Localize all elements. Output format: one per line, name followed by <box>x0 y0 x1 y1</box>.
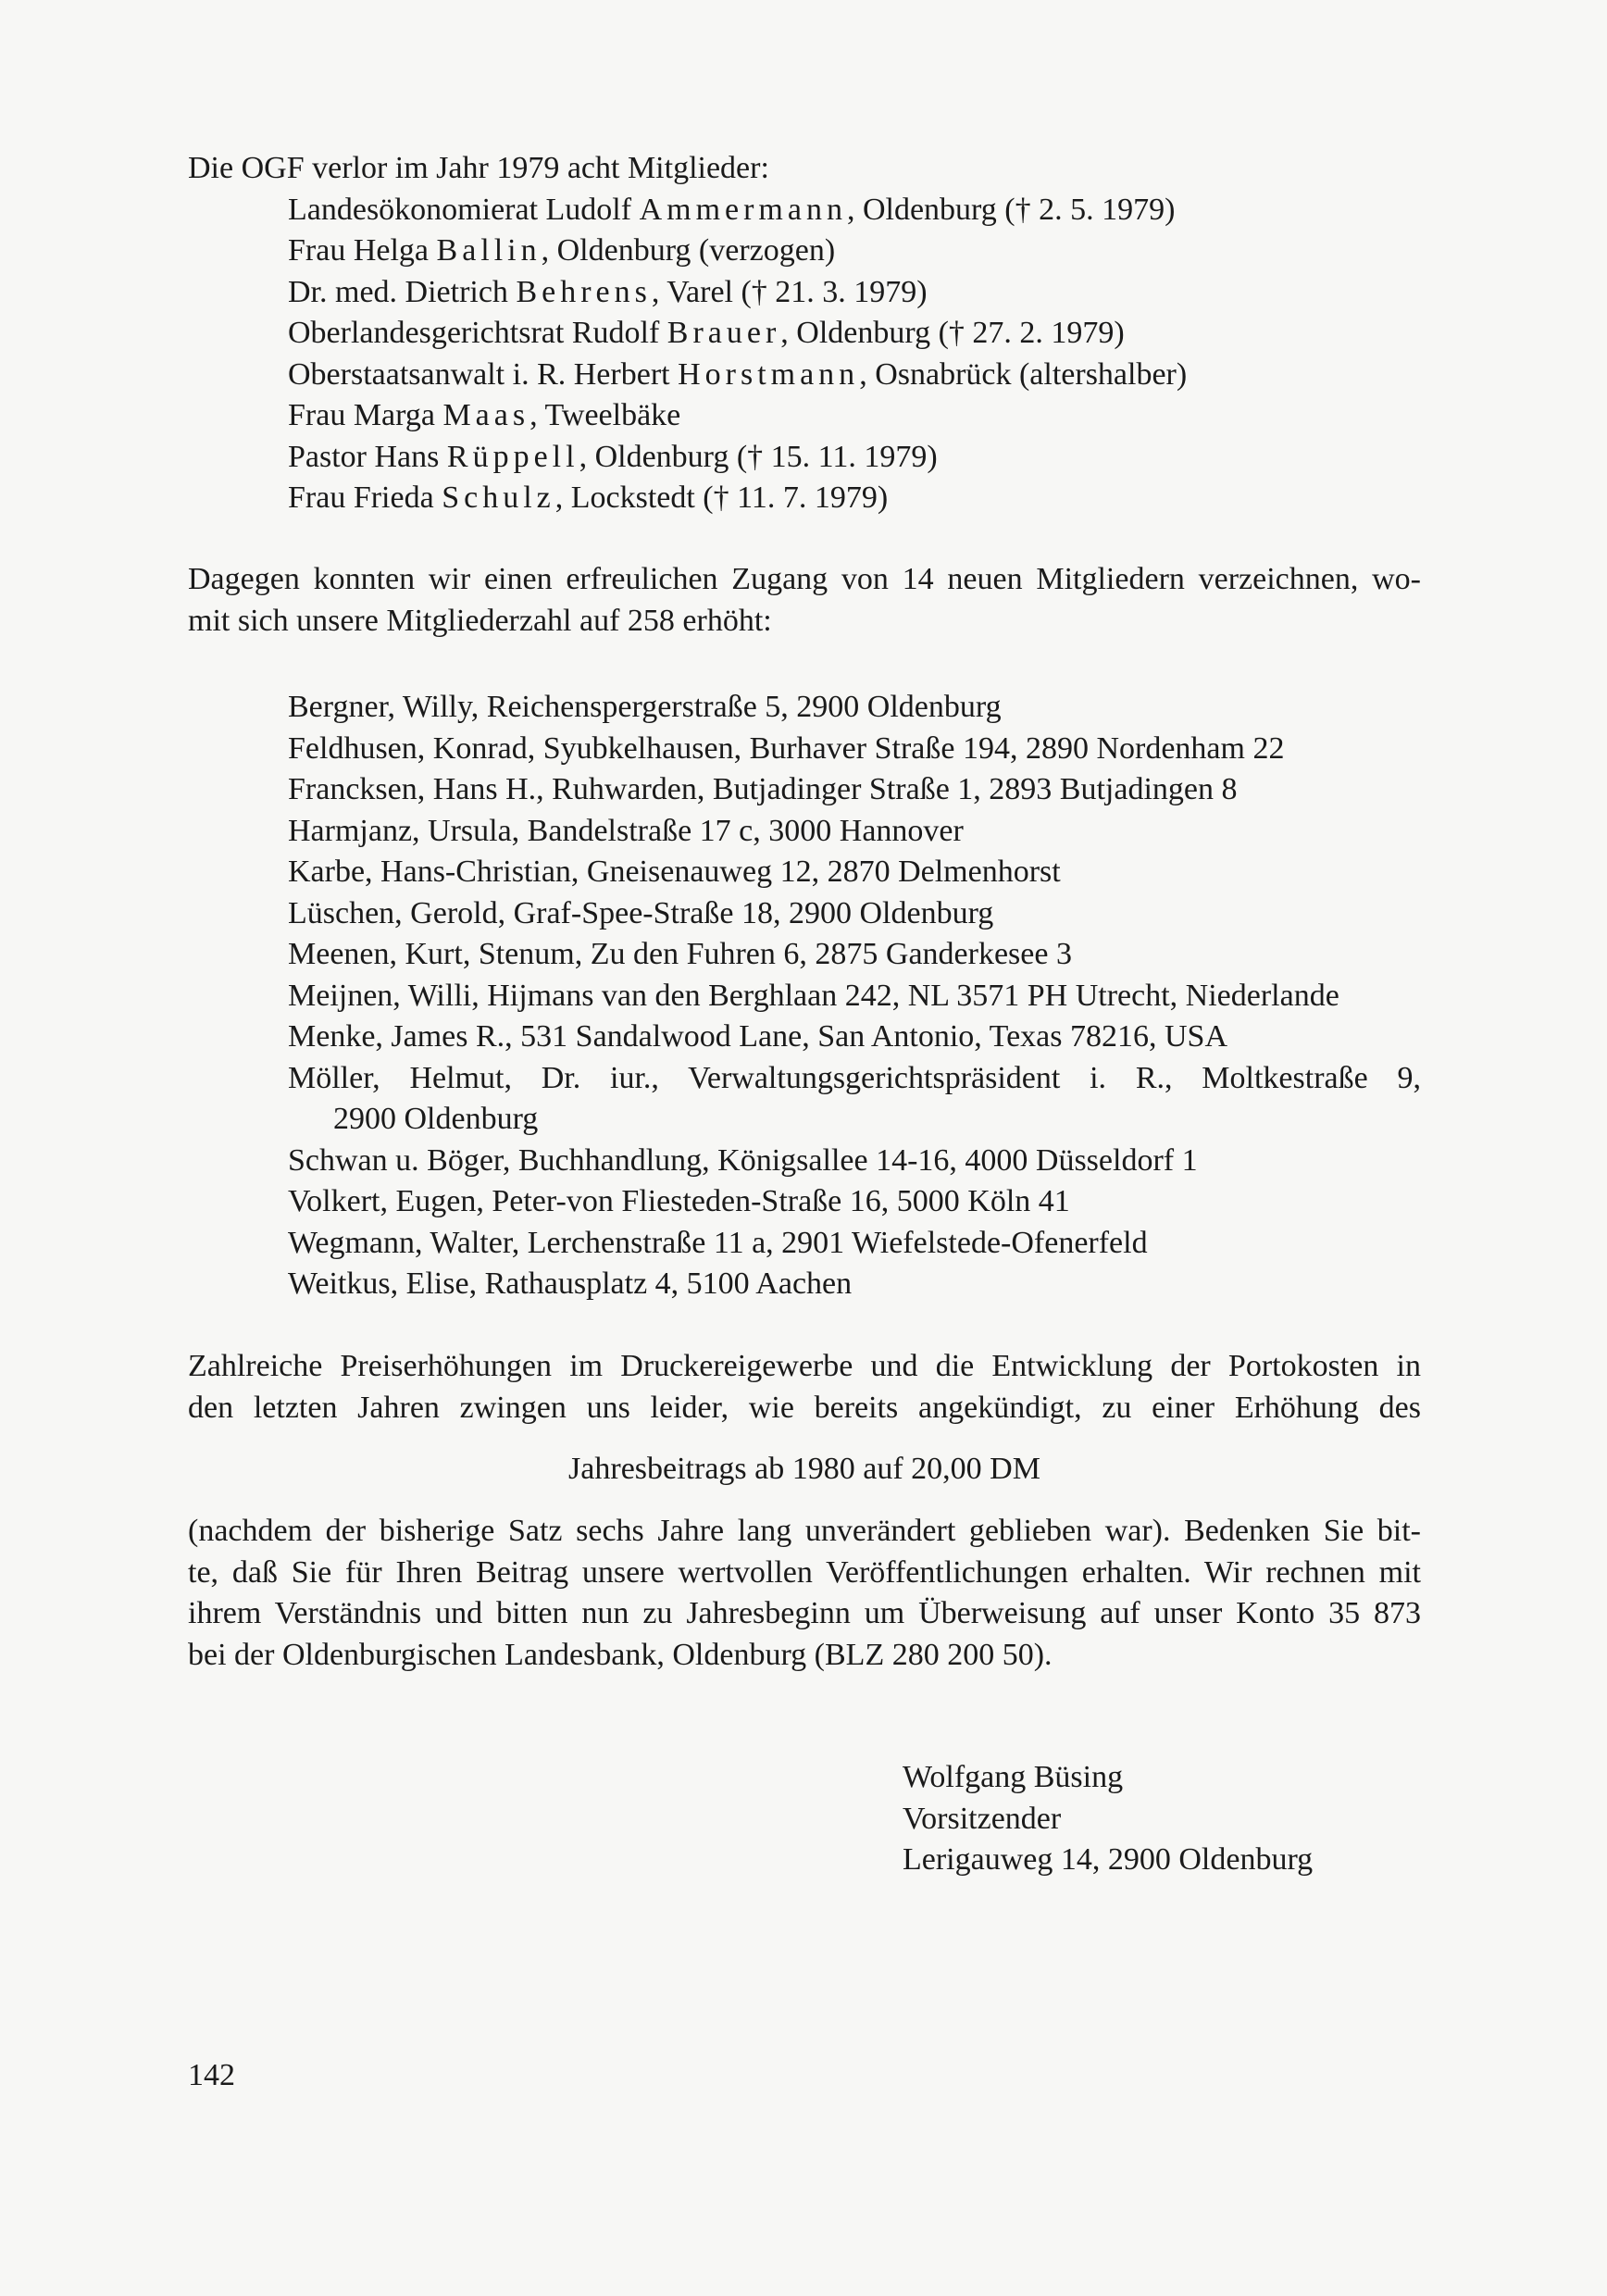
new-member-entry: Menke, James R., 531 Sandalwood Lane, San Antonio, Texas 78216, USA <box>288 1019 1228 1054</box>
annual-fee-statement: Jahresbeitrags ab 1980 auf 20,00 DM <box>568 1452 1040 1486</box>
paragraph-line: mit sich unsere Mitgliederzahl auf 258 erhöht: <box>188 603 772 638</box>
new-member-entry: Schwan u. Böger, Buchhandlung, Königsallee 14-16, 4000 Düsseldorf 1 <box>288 1142 1198 1178</box>
losses-intro: Die OGF verlor im Jahr 1979 acht Mitglieder: <box>188 151 769 185</box>
new-member-entry-continued: 2900 Oldenburg <box>333 1102 539 1136</box>
new-member-entry: Karbe, Hans-Christian, Gneisenauweg 12, 2870 Delmenhorst <box>288 855 1061 889</box>
new-member-entry: Volkert, Eugen, Peter-von Fliesteden-Straße 16, 5000 Köln 41 <box>288 1184 1070 1218</box>
paragraph-line: te, daß Sie für Ihren Beitrag unsere wertvollen Veröffentlichungen erhalten. Wir rechnen mit <box>188 1554 1421 1590</box>
member-entry: Frau Frieda Schulz, Lockstedt († 11. 7. 1979) <box>288 480 889 515</box>
paragraph-line: Dagegen konnten wir einen erfreulichen Zugang von 14 neuen Mitgliedern verzeichnen, wo- <box>188 562 1421 596</box>
new-members-list <box>188 687 1421 1305</box>
member-entry: Dr. med. Dietrich Behrens, Varel († 21. 3. 1979) <box>288 274 928 309</box>
member-entry: Landesökonomierat Ludolf Ammermann, Oldenburg († 2. 5. 1979) <box>288 192 1176 227</box>
new-member-entry: Feldhusen, Konrad, Syubkelhausen, Burhaver Straße 194, 2890 Nordenham 22 <box>288 730 1285 766</box>
paragraph-line: den letzten Jahren zwingen uns leider, wie bereits angekündigt, zu einer Erhöhung des <box>188 1390 1421 1425</box>
new-member-entry: Francksen, Hans H., Ruhwarden, Butjadinger Straße 1, 2893 Butjadingen 8 <box>288 772 1238 806</box>
new-member-entry: Weitkus, Elise, Rathausplatz 4, 5100 Aachen <box>288 1267 853 1301</box>
new-member-entry: Lüschen, Gerold, Graf-Spee-Straße 18, 2900 Oldenburg <box>288 895 994 930</box>
new-member-entry: Bergner, Willy, Reichenspergerstraße 5, 2900 Oldenburg <box>288 690 1002 724</box>
deceased-members-section <box>188 148 1421 519</box>
new-members-intro <box>188 559 1421 642</box>
paragraph-line: Zahlreiche Preiserhöhungen im Druckereigewerbe und die Entwicklung der Portokosten in <box>188 1349 1421 1383</box>
new-member-entry: Meenen, Kurt, Stenum, Zu den Fuhren 6, 2875 Ganderkesee 3 <box>288 937 1072 971</box>
new-member-entry: Harmjanz, Ursula, Bandelstraße 17 c, 3000 Hannover <box>288 813 964 848</box>
signature-block <box>903 1757 1421 1881</box>
member-entry: Frau Helga Ballin, Oldenburg (verzogen) <box>288 233 836 268</box>
new-member-entry: Wegmann, Walter, Lerchenstraße 11 a, 2901 Wiefelstede-Ofenerfeld <box>288 1225 1148 1260</box>
signatory-name: Wolfgang Büsing <box>903 1760 1124 1794</box>
paragraph-line: ihrem Verständnis und bitten nun zu Jahresbeginn um Überweisung auf unser Konto 35 873 <box>188 1596 1421 1630</box>
member-entry: Frau Marga Maas, Tweelbäke <box>288 398 681 432</box>
signatory-address: Lerigauweg 14, 2900 Oldenburg <box>903 1842 1314 1877</box>
member-entry: Oberstaatsanwalt i. R. Herbert Horstmann, Osnabrück (altershalber) <box>288 356 1188 392</box>
signatory-title: Vorsitzender <box>903 1801 1062 1836</box>
fee-paragraph <box>188 1346 1421 1429</box>
new-member-entry: Meijnen, Willi, Hijmans van den Berghlaan 242, NL 3571 PH Utrecht, Niederlande <box>288 978 1339 1013</box>
member-entry: Pastor Hans Rüppell, Oldenburg († 15. 11. 1979) <box>288 439 938 474</box>
paragraph-line: (nachdem der bisherige Satz sechs Jahre lang unverändert geblieben war). Bedenken Sie bit- <box>188 1514 1421 1548</box>
fee-paragraph-continued <box>188 1511 1421 1676</box>
paragraph-line: bei der Oldenburgischen Landesbank, Oldenburg (BLZ 280 200 50). <box>188 1637 1053 1672</box>
page-number: 142 <box>188 2058 235 2092</box>
member-entry: Oberlandesgerichtsrat Rudolf Brauer, Oldenburg († 27. 2. 1979) <box>288 316 1125 350</box>
new-member-entry: Möller, Helmut, Dr. iur., Verwaltungsgerichtspräsident i. R., Moltkestraße 9, <box>288 1060 1421 1095</box>
